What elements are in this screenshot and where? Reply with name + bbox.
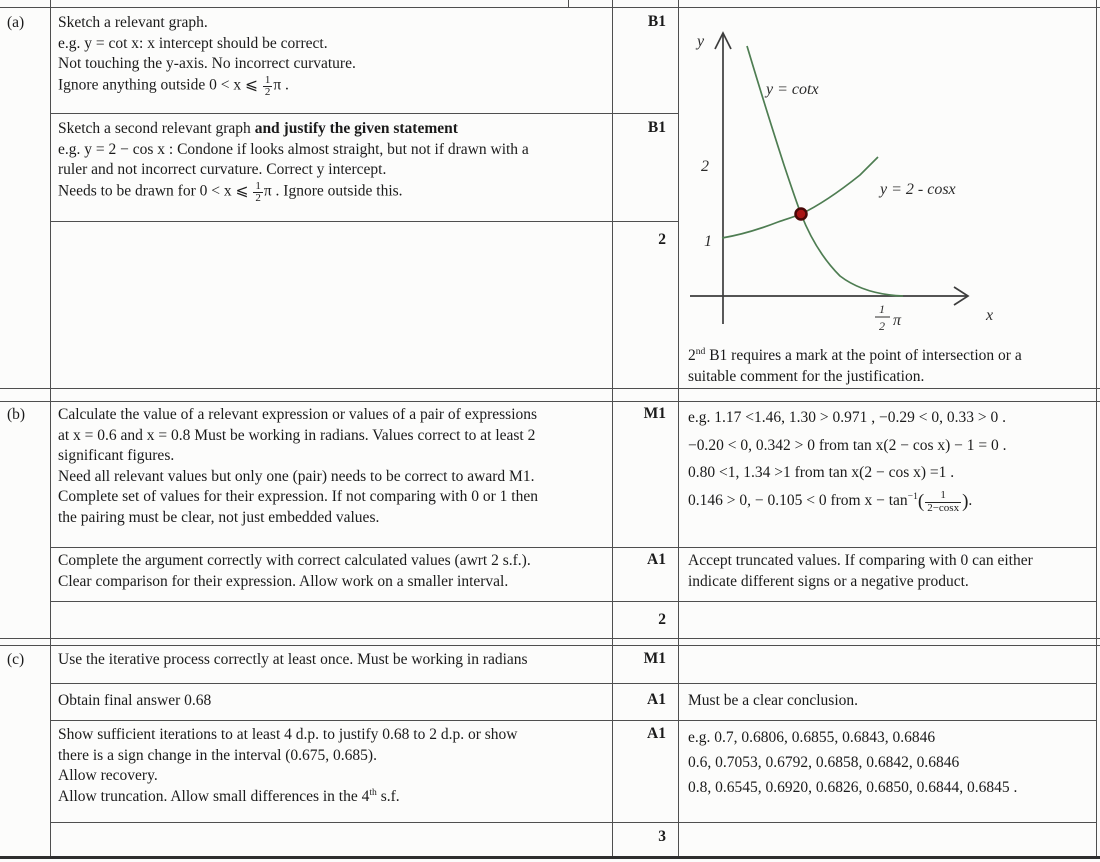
y-tick-1: 1 [704,233,712,250]
x-tick-frac-denominator: 2 [879,319,885,333]
cot-curve-label: y = cotx [766,81,819,98]
mark-a1: B1 [647,13,666,30]
y-axis-label: y [697,33,705,50]
text-line: Clear comparison for their expression. Allow work on a smaller interval. [58,572,509,590]
x-tick-frac-numerator: 1 [879,302,885,316]
math-line: 0.146 > 0, − 0.105 < 0 from $x - \tan^{-1}$( $\frac{1}{2-\cos x}$ ). [688,489,973,514]
grid-line-horizontal [50,221,678,222]
grid-line-horizontal [0,645,1100,646]
grid-line-vertical [678,0,679,859]
text-line: the pairing must be clear, not just embedded values. [58,508,380,526]
text-line: Calculate the value of a relevant expression or values of a pair of expressions [58,406,538,423]
half-fraction: $\frac{1}{2}$ [264,73,271,99]
grid-line-horizontal [50,720,1096,721]
grid-line-vertical-stub [568,0,569,7]
mark-c2: A1 [647,691,666,708]
text-line: e.g. y = 2 − cos x : Condone if looks almost straight, but not if drawn with a [58,140,529,158]
mark-b1: M1 [643,405,666,422]
row-c1-description [58,650,606,671]
justification-note: 2nd B1 requires a mark at the point of intersection or a suitable comment for the justification. [688,345,1022,385]
mark-c-total: 3 [658,828,666,845]
text-line: indicate different signs or a negative product. [688,572,969,590]
intersection-point [796,209,807,220]
ordinal-superscript: nd [695,345,706,357]
row-c2-description [58,691,606,712]
text-line: Allow recovery. [58,767,158,785]
grid-line-horizontal [0,388,1100,389]
text-line: ruler and not incorrect curvature. Correct y intercept. [58,161,387,179]
inverse-superscript: −1 [907,490,918,502]
row-b1-description [58,405,606,529]
sketch-graph [680,8,1098,340]
grid-line-horizontal [50,547,1096,548]
grid-line-horizontal [50,822,1096,823]
mark-b2: A1 [647,551,666,568]
two-minus-cos-curve [722,157,878,238]
part-label-c: (c) [7,651,25,668]
text-line: Use the iterative process correctly at least once. Must be working in radians [58,651,528,668]
grid-line-horizontal [50,601,1096,602]
row-a1-description [58,13,606,99]
row-b2-description [58,551,606,592]
grid-line-vertical [50,0,51,859]
text-line: Accept truncated values. If comparing with 0 can either [688,552,1033,569]
iteration-line: 0.6, 0.7053, 0.6792, 0.6858, 0.6842, 0.6846 [688,754,960,772]
math-line: e.g. 1.17 <1.46, 1.30 > 0.971 , −0.29 < 0, 0.33 > 0 . [688,409,1006,426]
x-axis-label: x [986,307,994,324]
text-line: Obtain final answer 0.68 [58,692,212,709]
table-bottom-border [0,856,1100,859]
text-line: Must be a clear conclusion. [688,692,859,709]
text-line: Not touching the y-axis. No incorrect curvature. [58,55,356,73]
mark-a2: B1 [647,119,666,136]
row-c3-comment [688,725,1090,801]
text-line: Complete set of values for their expression. If not comparing with 0 or 1 then [58,488,538,506]
text-line: Needs to be drawn for 0 < x ⩽ $\frac{1}{2}$ π . Ignore outside this. [58,179,403,205]
text-line: Show sufficient iterations to at least 4 d.p. to justify 0.68 to 2 d.p. or show [58,726,518,743]
grid-line-horizontal [50,113,678,114]
half-fraction: $\frac{1}{2}$ [255,179,261,205]
mark-b-total: 2 [658,611,666,628]
mark-a-total: 2 [658,231,666,248]
text-line: e.g. y = cot x: x intercept should be correct. [58,34,328,52]
math-line: 0.80 <1, 1.34 >1 from tan x(2 − cos x) =1 . [688,464,955,481]
text-line: Ignore anything outside 0 < x ⩽ $\frac{1}{2}$ π . [58,73,289,99]
math-line: −0.20 < 0, 0.342 > 0 from tan x(2 − cos x) − 1 = 0 . [688,436,1007,454]
row-c2-comment [688,691,1090,712]
grid-line-horizontal [50,683,1096,684]
x-tick-pi: π [893,312,902,329]
row-b2-comment [688,551,1090,592]
text-line: Sketch a second relevant graph and justify the given statement [58,120,458,137]
grid-line-horizontal [0,638,1100,639]
row-c3-description [58,725,606,807]
cos-curve-label: y = 2 - cosx [880,181,956,198]
text-line: there is a sign change in the interval (0.675, 0.685). [58,746,377,764]
row-b1-comment [688,404,1090,515]
y-tick-2: 2 [701,158,709,175]
part-label-a: (a) [7,14,25,31]
text-line: Sketch a relevant graph. [58,14,208,31]
grid-line-horizontal [0,401,1100,402]
mark-c3: A1 [647,725,666,742]
text-line: Need all relevant values but only one (pair) needs to be correct to award M1. [58,467,535,485]
row-a2-description [58,119,606,205]
iteration-line: e.g. 0.7, 0.6806, 0.6855, 0.6843, 0.6846 [688,729,936,746]
part-label-b: (b) [7,406,26,423]
mark-c1: M1 [643,650,666,667]
one-over-2-minus-cosx-fraction: $\frac{1}{2-\cos x}$ [927,489,960,514]
text-line: Allow truncation. Allow small differences in the 4th s.f. [58,786,400,805]
ordinal-superscript: th [369,786,377,798]
text-line: significant figures. [58,447,175,465]
text-line: Complete the argument correctly with correct calculated values (awrt 2 s.f.). [58,552,531,569]
iteration-line: 0.8, 0.6545, 0.6920, 0.6826, 0.6850, 0.6844, 0.6845 . [688,779,1018,797]
text-line: at x = 0.6 and x = 0.8 Must be working in radians. Values correct to at least 2 [58,426,536,444]
